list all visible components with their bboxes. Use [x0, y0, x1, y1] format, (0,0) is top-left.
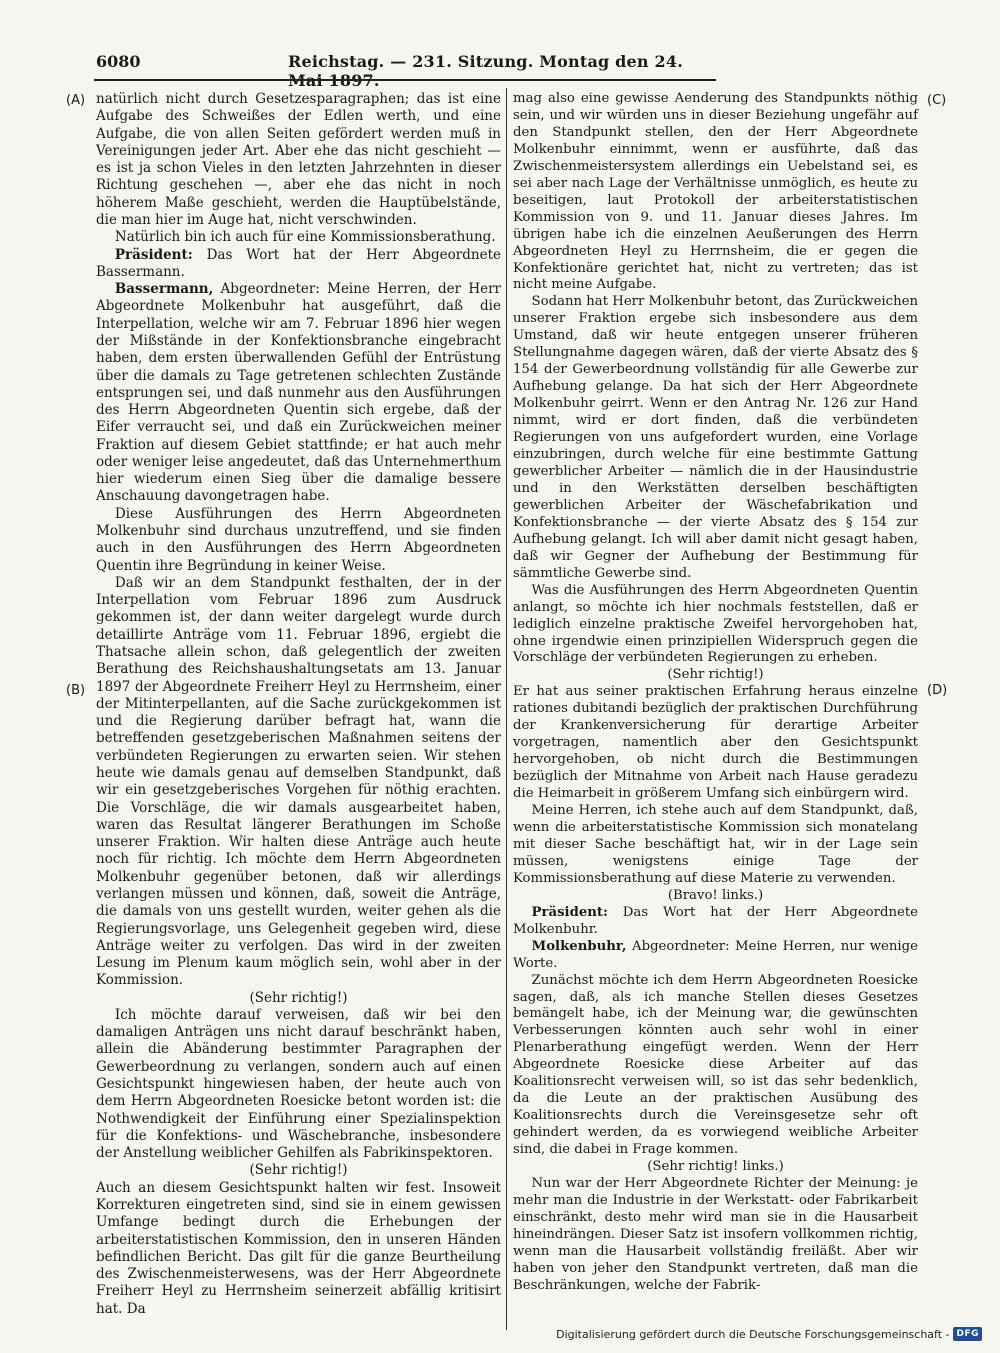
interjection — [96, 990, 501, 1007]
dfg-logo: DFG — [953, 1327, 982, 1341]
paragraph — [96, 506, 501, 575]
speaker-name: Präsident: — [531, 904, 608, 920]
paragraph-text: Was die Ausführungen des Herrn Abgeordneten Quentin anlangt, so möchte ich hier nochmals feststellen, daß er lediglich einzelne praktische Zweifel hervorgehoben hat, ohne irgendwie einen prinzipiellen Widerspruch gegen die Vorschläge der verbündeten Regierungen zu erheben. — [513, 582, 918, 666]
paragraph-text: Das Wort hat der Herr Abgeordnete Molkenbuhr. — [513, 904, 918, 937]
paragraph — [513, 91, 918, 294]
paragraph — [96, 91, 501, 229]
paragraph — [96, 281, 501, 506]
paragraph-text: mag also eine gewisse Aenderung des Standpunkts nöthig sein, und wir würden uns in dieser Beziehung ungefähr auf den Standpunkt stellen, den der Herr Abgeordnete Molkenbuhr einnimmt, wenn er ausführte, daß das Zwischenmeistersystem allerdings ein Uebelstand sei, es sei aber nach Lage der Verhältnisse unmöglich, es heute zu beseitigen, laut Protokoll der arbeiterstatistischen Kommission von 9. und 11. Januar dieses Jahres. Im übrigen habe ich die einzelnen Aeußerungen des Herrn Abgeordneten Heyl zu Herrnsheim, die er gegen die Konfektionäre gerichtet hat, nicht zu vertreten; das ist nicht meine Aufgabe. — [513, 91, 918, 293]
interjection — [96, 1162, 501, 1179]
paragraph — [513, 684, 918, 803]
margin-marker-c: (C) — [927, 93, 947, 108]
right-text-column — [513, 91, 918, 1295]
paragraph — [513, 939, 918, 973]
header-title: Reichstag. — 231. Sitzung. Montag den 24. — [288, 52, 683, 71]
page-number: 6080 — [96, 52, 141, 71]
paragraph-text: natürlich nicht durch Gesetzesparagraphen; das ist eine Aufgabe des Schweißes der Edlen werth, und eine Aufgabe, die von allen Seiten gefördert werden muß in Vereinigungen jeder Art. Aber ehe das nicht geschieht — es ist ja schon Vieles in den letzten Jahrzehnten in dieser Richtung geschehen —, aber ehe das nicht in noch höherem Maße geschieht, werden die Hauptübelstände, die man hier im Auge hat, nicht verschwinden. — [96, 91, 501, 228]
paragraph-text: Diese Ausführungen des Herrn Abgeordneten Molkenbuhr sind durchaus unzutreffend, und sie finden auch in den Ausführungen des Herrn Abgeordneten Quentin ihre Begründung in keiner Weise. — [96, 505, 501, 574]
paragraph — [96, 247, 501, 282]
paragraph-text: (Sehr richtig! links.) — [647, 1159, 784, 1175]
paragraph — [513, 803, 918, 888]
paragraph-text: Abgeordneter: Meine Herren, nur wenige Worte. — [513, 938, 918, 971]
speaker-name: Bassermann, — [114, 281, 214, 298]
page-footer — [556, 1327, 982, 1341]
margin-marker-d: (D) — [927, 683, 948, 698]
paragraph-text: Nun war der Herr Abgeordnete Richter der Meinung: je mehr man die Industrie in der Werkstatt- oder Fabrikarbeit einschränkt, desto mehr wird man sie in die Hausarbeit hineindrängen. Dieser Satz ist insofern vollkommen richtig, wenn man die Hausarbeit vollständig freiläßt. Aber wir haben von jeher den Standpunkt vertreten, daß man die Beschränkungen, welche der Fabrik- — [513, 1176, 918, 1293]
paragraph — [513, 294, 918, 582]
paragraph-text: (Sehr richtig!) — [667, 667, 764, 683]
speaker-name: Molkenbuhr, — [531, 938, 627, 954]
paragraph-text: Daß wir an dem Standpunkt festhalten, der in der Interpellation vom Februar 1896 zum Ausdruck gekommen ist, der dann weiter dargelegt wurde durch detaillirte Anträge vom 11. Februar 1896, ergiebt die Thatsache allein schon, daß gelegentlich der zweiten Berathung des Reichshaushaltungsetats am 13. Januar 1897 der Abgeordnete Freiherr Heyl zu Herrnsheim, einer der Mitinterpellanten, auf die Sache zurückgekommen ist und die Regierung darüber befragt hat, wann die betreffenden gesetzgeberischen Maßnahmen seitens der verbündeten Regierungen zu erwarten seien. Wir stehen heute wie damals genau auf demselben Standpunkt, daß wir ein gesetzgeberisches Vorgehen für nöthig erachten. Die Vorschläge, die wir damals ausgearbeitet haben, waren das Resultat längerer Berathungen im Schoße unserer Fraktion. Wir halten diese Anträge auch heute noch für richtig. Ich möchte dem Herrn Abgeordneten Molkenbuhr gegenüber betonen, daß wir allerdings verlangen müssen und können, daß, soweit die Anträge, die damals von uns gestellt wurden, weiter gehen als die Regierungsvorlage, uns Gelegenheit gegeben wird, diese Anträge weiter zu verfolgen. Das wird in der zweiten Lesung im Plenum kaum möglich sein, wohl aber in der Kommission. — [96, 574, 501, 989]
header-rule — [94, 79, 716, 81]
paragraph-text: Meine Herren, ich stehe auch auf dem Standpunkt, daß, wenn die arbeiterstatistische Kommission sich monatelang mit dieser Sache beschäftigt hat, wir in der Lage sein müssen, wenigstens einige Tage der Kommissionsberathung auf diese Materie zu verwenden. — [513, 803, 918, 886]
paragraph — [96, 1007, 501, 1163]
paragraph — [513, 583, 918, 668]
margin-marker-a: (A) — [66, 93, 86, 108]
paragraph — [96, 229, 501, 246]
running-header — [96, 52, 716, 74]
paragraph — [96, 1180, 501, 1318]
interjection — [513, 888, 918, 905]
paragraph-text: (Sehr richtig!) — [249, 989, 348, 1006]
paragraph-text: Zunächst möchte ich dem Herrn Abgeordneten Roesicke sagen, daß, als ich manche Stellen dieses Gesetzes bemängelt habe, ich der Meinung war, die gewünschten Verbesserungen könnten auch sehr wohl in einer Plenarberathung eingefügt werden. Wenn der Herr Abgeordnete Roesicke diese Arbeiter auf das Koalitionsrecht verweisen will, so ist das sehr bedenklich, da die Leute an der praktischen Ausübung des Koalitionsrechts durch die Vereinsgesetze sehr oft gehindert werden, da es vorwiegend weibliche Arbeiter sind, die dabei in Frage kommen. — [513, 972, 918, 1158]
paragraph — [513, 905, 918, 939]
left-text-column — [96, 91, 501, 1318]
interjection — [513, 667, 918, 684]
paragraph-text: Natürlich bin ich auch für eine Kommissionsberathung. — [114, 229, 496, 246]
footer-credit: Digitalisierung gefördert durch die Deutsche Forschungsgemeinschaft - — [556, 1327, 950, 1341]
paragraph — [513, 973, 918, 1159]
paragraph-text: (Sehr richtig!) — [249, 1162, 348, 1179]
column-divider — [506, 88, 507, 1330]
paragraph-text: Ich möchte darauf verweisen, daß wir bei den damaligen Anträgen uns nicht darauf beschränkt haben, allein die Abänderung bestimmter Paragraphen der Gewerbeordnung zu verlangen, sondern auch auf einen Gesichtspunkt hingewiesen haben, der heute auch von dem Herrn Abgeordneten Roesicke betont worden ist: die Nothwendigkeit der Einführung einer Spezialinspektion für die Konfektions- und Wäschebranche, insbesondere der Anstellung weiblicher Gehilfen als Fabrikinspektoren. — [96, 1006, 501, 1162]
paragraph-text: Auch an diesem Gesichtspunkt halten wir fest. Insoweit Korrekturen eingetreten sind, sind sie in einem gewissen Umfange bedingt durch die Erhebungen der arbeiterstatistischen Kommission, den in unseren Händen befindlichen Bericht. Das gilt für die ganze Beurtheilung des Zwischenmeisterwesens, was der Herr Abgeordnete Freiherr Heyl zu Herrnsheim seinerzeit abfällig kritisirt hat. Da — [96, 1179, 501, 1317]
paragraph-text: Er hat aus seiner praktischen Erfahrung heraus einzelne rationes dubitandi bezüglich der praktischen Durchführung der Krankenversicherung für derartige Arbeiter vorgetragen, namentlich aber den Gesichtspunkt hervorgehoben, ob nicht durch die Bestimmungen bezüglich der Mitnahme von Arbeit nach Hause geradezu die Heimarbeit in größerem Umfang sich einbürgern wird. — [513, 684, 918, 802]
paragraph-text: Abgeordneter: Meine Herren, der Herr Abgeordnete Molkenbuhr hat ausgeführt, daß die Interpellation, welche wir am 7. Februar 1896 hier wegen der Mißstände in der Konfektionsbranche eingebracht haben, dem ersten überwallenden Gefühl der Entrüstung über die damals zu Tage getretenen schlechten Zustände entsprungen sei, und daß nunmehr aus den Ausführungen des Herrn Abgeordneten Quentin sich ergebe, daß der Eifer verraucht sei, und daß ein Zurückweichen meiner Fraktion auf diesem Gebiet stattfinde; er hat auch mehr oder weniger leise angedeutet, daß das Unternehmerthum hier wiederum einen Sieg über die damalige bessere Anschauung davongetragen habe. — [96, 281, 501, 505]
speaker-name: Präsident: — [114, 246, 193, 263]
paragraph — [96, 575, 501, 990]
paragraph-text: Sodann hat Herr Molkenbuhr betont, das Zurückweichen unserer Fraktion ergebe sich insbesondere aus dem Umstand, daß wir heute entgegen unserer früheren Stellungnahme dagegen wären, daß der vierte Absatz des § 154 der Gewerbeordnung vollständig für alle Gewerbe zur Aufhebung gelange. Da hat sich der Herr Abgeordnete Molkenbuhr geirrt. Wenn er den Antrag Nr. 126 zur Hand nimmt, wird er dort finden, daß die verbündeten Regierungen von uns aufgefordert wurden, eine Vorlage einzubringen, durch welche für eine bestimmte Gattung gewerblicher Arbeiter — nämlich die in der Hausindustrie und in den Werkstätten derselben beschäftigten gewerblichen Arbeiter der Wäschefabrikation und Konfektionsbranche — der vierte Absatz des § 154 zur Aufhebung gelangt. Ich will aber damit nicht gesagt haben, daß wir Gegner der Aufhebung der Bestimmung für sämmtliche Gewerbe sind. — [513, 294, 918, 581]
margin-marker-b: (B) — [66, 683, 86, 698]
paragraph-text: (Bravo! links.) — [667, 887, 764, 903]
paragraph-text: Das Wort hat der Herr Abgeordnete Bassermann. — [96, 246, 501, 280]
paragraph — [513, 1176, 918, 1295]
interjection — [513, 1159, 918, 1176]
